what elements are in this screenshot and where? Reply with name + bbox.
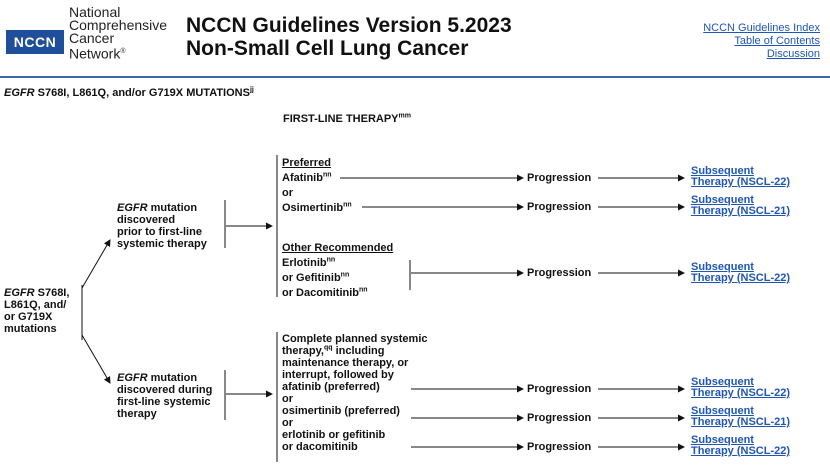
branch-before-therapy <box>117 202 207 250</box>
node-text: mutations <box>4 323 57 335</box>
footnote-ref: jj <box>249 86 254 94</box>
other-recommended-heading: Other Recommended <box>282 242 394 254</box>
drug-osimertinib: Osimertinib <box>282 202 344 214</box>
org-line: Comprehensive <box>69 17 168 33</box>
planned-text: or <box>282 393 293 405</box>
planned-text: or dacomitinib <box>282 441 358 453</box>
planned-text: interrupt, followed by <box>282 369 394 381</box>
subsequent-therapy-link[interactable]: Subsequent Therapy (NSCL-22) <box>691 376 791 399</box>
planned-text: or <box>282 417 293 429</box>
footnote-ref: mm <box>398 112 411 120</box>
gene-name: EGFR <box>117 202 148 214</box>
node-text: S768I, <box>34 287 70 299</box>
org-line: National <box>69 4 121 20</box>
org-line: Network <box>69 45 121 62</box>
guidelines-index-link[interactable]: NCCN Guidelines Index <box>703 22 820 34</box>
subsequent-therapy-link[interactable]: Subsequent Therapy (NSCL-21) <box>691 405 791 428</box>
node-text: therapy <box>117 408 157 420</box>
footnote-ref: nn <box>326 256 336 264</box>
progression-label: Progression <box>527 267 592 279</box>
node-text: systemic therapy <box>117 238 207 250</box>
node-text: mutation <box>147 202 198 214</box>
footnote-ref: nn <box>322 171 332 179</box>
footnote-ref: nn <box>343 201 352 209</box>
drug-dacomitinib: or Dacomitinib <box>282 287 360 299</box>
subsequent-therapy-link[interactable]: Subsequent Therapy (NSCL-21) <box>691 194 791 217</box>
progression-label: Progression <box>527 383 592 395</box>
progression-label: Progression <box>527 172 592 184</box>
progression-label: Progression <box>527 412 592 424</box>
gene-name: EGFR <box>4 287 35 299</box>
preferred-heading: Preferred <box>282 157 331 169</box>
gene-name: EGFR <box>117 372 148 384</box>
footnote-ref: nn <box>340 271 350 279</box>
planned-text: maintenance therapy, or <box>282 357 409 369</box>
planned-therapy-group <box>282 333 428 453</box>
node-text: mutation <box>147 372 198 384</box>
node-text: or G719X <box>4 311 53 323</box>
progression-label: Progression <box>527 201 592 213</box>
nccn-logo: NCCN <box>6 30 64 54</box>
node-text: prior to first-line <box>117 226 202 238</box>
gene-name: EGFR <box>4 87 35 99</box>
subsequent-therapy-link[interactable]: Subsequent Therapy (NSCL-22) <box>691 434 791 457</box>
heading-text: S768I, L861Q, and/or G719X MUTATIONS <box>34 87 250 99</box>
table-of-contents-link[interactable]: Table of Contents <box>734 35 820 47</box>
drug-erlotinib: Erlotinib <box>282 257 327 269</box>
progression-label: Progression <box>527 441 592 453</box>
node-text: first-line systemic <box>117 396 211 408</box>
discussion-link[interactable]: Discussion <box>766 48 820 60</box>
subsequent-therapy-link[interactable]: Subsequent Therapy (NSCL-22) <box>691 165 791 188</box>
other-recommended-group <box>282 242 393 299</box>
branch-during-therapy <box>117 372 212 420</box>
root-node <box>4 287 69 335</box>
planned-text: afatinib (preferred) <box>282 381 380 393</box>
preferred-group <box>282 157 352 214</box>
column-heading-text: FIRST-LINE THERAPY <box>283 113 399 125</box>
title-disease: Non-Small Cell Lung Cancer <box>186 37 469 60</box>
footnote-ref: nn <box>359 286 368 294</box>
node-text: discovered during <box>117 384 213 396</box>
or-text: or <box>282 187 293 199</box>
planned-text: including <box>332 345 385 357</box>
node-text: L861Q, and/ <box>4 299 67 311</box>
planned-text: Complete planned systemic <box>282 333 428 345</box>
footnote-ref: qq <box>323 344 333 352</box>
title-version: NCCN Guidelines Version 5.2023 <box>186 14 512 37</box>
subsequent-therapy-link[interactable]: Subsequent Therapy (NSCL-22) <box>691 261 791 284</box>
org-line: Cancer <box>69 30 115 46</box>
planned-text: erlotinib or gefitinib <box>282 429 386 441</box>
drug-gefitinib: or Gefitinib <box>282 272 341 284</box>
planned-text: therapy, <box>282 345 324 357</box>
planned-text: osimertinib (preferred) <box>282 405 400 417</box>
node-text: discovered <box>117 214 176 226</box>
drug-afatinib: Afatinib <box>282 172 323 184</box>
registered-mark: ® <box>120 48 126 55</box>
